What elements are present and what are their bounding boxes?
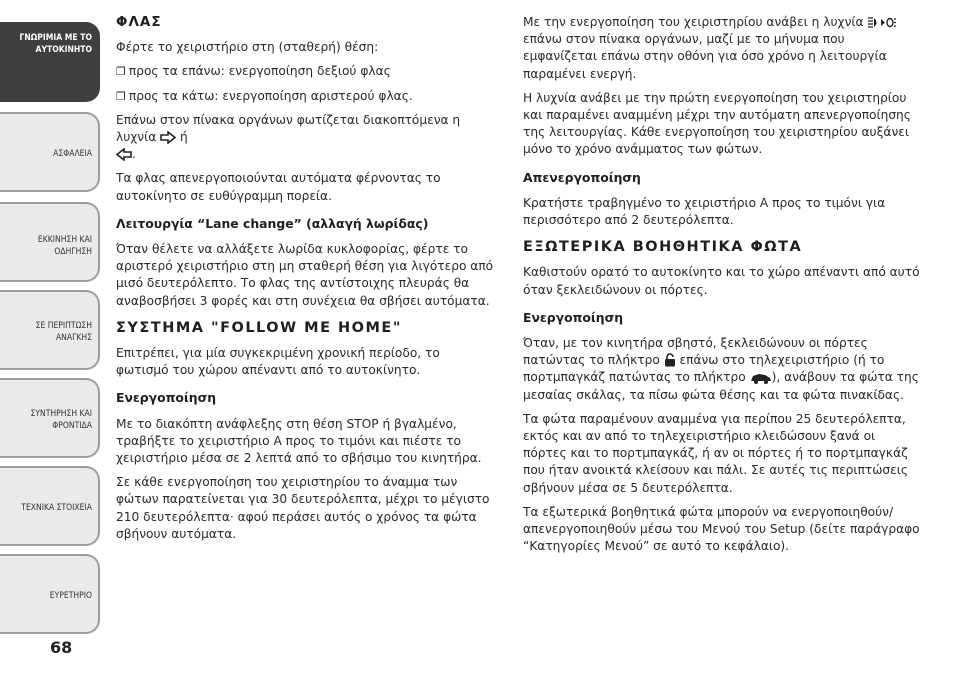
right-turn-signal-icon <box>160 131 176 144</box>
tab-index[interactable] <box>0 554 100 634</box>
paragraph: Τα φώτα παραμένουν αναμμένα για περίπου 25 δευτερόλεπτα, εκτός και αν από το τηλεχειριστήριο κλειδώσουν ξανά οι πόρτες και το πορτμπαγκάζ, ή αν οι πόρτες ή το πορτμπαγκάζ που ήταν ανοικτά κλείσουν και πάλι. Σε αυτές τις περιπτώσεις σβήνουν μέσα σε 5 δευτερόλεπτα. <box>523 411 908 495</box>
tab-emergency[interactable] <box>0 290 100 370</box>
tab-label-line2: ΑΥΤΟΚΙΝΗΤΟ <box>35 45 92 55</box>
tab-label-line2: ΟΔΗΓΗΣΗ <box>54 247 92 257</box>
paragraph: Με το διακόπτη ανάφλεξης στη θέση STOP ή βγαλμένο, τραβήξτε το χειριστήριο A προς το τιμόνι και πιέστε το χειριστήριο μέσα σε 2 λεπτά από το σβήσιμο του κινητήρα. <box>116 416 482 466</box>
subsection-title-activation: Ενεργοποίηση <box>116 390 217 406</box>
paragraph: Φέρτε το χειριστήριο στη (σταθερή) θέση: <box>116 40 379 55</box>
tab-label-line1: ΕΥΡΕΤΗΡΙΟ <box>49 591 92 601</box>
tab-label-line1: ΕΚΚΙΝΗΣΗ ΚΑΙ <box>37 235 92 245</box>
paragraph: Τα φλας απενεργοποιούνται αυτόματα φέρνοντας το αυτοκίνητο σε ευθύγραμμη πορεία. <box>116 171 441 203</box>
checkbox-bullet-icon: ❐ <box>116 65 126 79</box>
left-turn-signal-icon <box>116 148 132 161</box>
follow-me-home-indicator-icon <box>867 16 897 29</box>
subsection-title-lane-change: Λειτουργία “Lane change” (αλλαγή λωρίδας) <box>116 215 429 231</box>
tab-maintenance[interactable] <box>0 378 100 458</box>
paragraph: Σε κάθε ενεργοποίηση του χειριστηρίου το άναμμα των φώτων παρατείνεται για 30 δευτερόλεπτα, μέχρι το μέγιστο 210 δευτερόλεπτα· αφού περάσει αυτός ο χρόνος τα φώτα σβήνουν αυτόματα. <box>116 475 490 541</box>
tab-getting-to-know-car[interactable] <box>0 22 100 102</box>
tab-starting-driving[interactable] <box>0 202 100 282</box>
section-title-follow-me-home: ΣΥΣΤΗΜΑ "FOLLOW ME HOME" <box>116 319 402 336</box>
paragraph: Επάνω στον πίνακα οργάνων φωτίζεται διακοπτόμενα η λυχνία ή . <box>116 112 461 162</box>
subsection-title-deactivation: Απενεργοποίηση <box>523 169 641 185</box>
tab-label-line1: ΣΥΝΤΗΡΗΣΗ ΚΑΙ <box>30 409 92 419</box>
section-title-exterior-courtesy-lights: ΕΞΩΤΕΡΙΚΑ ΒΟΗΘΗΤΙΚΑ ΦΩΤΑ <box>523 239 803 256</box>
list-item: ❐ προς τα κάτω: ενεργοποίηση αριστερού φλας. <box>116 88 494 105</box>
paragraph: Κρατήστε τραβηγμένο το χειριστήριο A προς το τιμόνι για περισσότερο από 2 δευτερόλεπτα. <box>523 195 886 228</box>
tab-label-line1: ΣΕ ΠΕΡΙΠΤΩΣΗ <box>35 321 92 331</box>
paragraph: Η λυχνία ανάβει με την πρώτη ενεργοποίηση του χειριστηρίου και παραμένει αναμμένη μέχρι την αυτόματη απενεργοποίησης της λειτουργίας. Κάθε ενεργοποίηση του χειριστηρίου αυξάνει μόνο το χρόνο ανάμματος των φώτων. <box>523 90 911 157</box>
unlock-padlock-icon <box>664 353 676 367</box>
paragraph: Όταν θέλετε να αλλάξετε λωρίδα κυκλοφορίας, φέρτε το αριστερό χειριστήριο στη μη σταθερή θέση για λιγότερο από μισό δευτερόλεπτο. Το φλας της αντίστοιχης πλευράς θα αναβοσβήσει 3 φορές και στη συνέχεια θα σβήσει αυτόματα. <box>116 242 494 308</box>
paragraph: Καθιστούν ορατό το αυτοκίνητο και το χώρο απέναντι από αυτό όταν ξεκλειδώνουν οι πόρτες. <box>523 265 920 297</box>
section-title-turn-signals: ΦΛΑΣ <box>116 14 162 30</box>
right-column <box>523 14 921 562</box>
tab-label-line1: ΤΕΧΝΙΚΑ ΣΤΟΙΧΕΙΑ <box>21 503 92 513</box>
tab-label-line2: ΑΝΑΓΚΗΣ <box>55 333 92 343</box>
trunk-car-icon <box>750 372 772 384</box>
checkbox-bullet-icon: ❐ <box>116 89 126 103</box>
tab-label-line1: ΓΝΩΡΙΜΙΑ ΜΕ ΤΟ <box>19 33 92 43</box>
paragraph: Όταν, με τον κινητήρα σβηστό, ξεκλειδώνουν οι πόρτες πατώντας το πλήκτρο επάνω στο τηλεχειριστήριο (ή το πορτμπαγκάζ πατώντας το πλήκτρο ), ανάβουν τα φώτα της μεσαίας σκάλας, τα πίσω φώτα θέσης και τα φώτα πινακίδας. <box>523 336 919 402</box>
left-column <box>116 14 494 550</box>
tab-safety[interactable] <box>0 112 100 192</box>
tab-label-line1: ΑΣΦΑΛΕΙΑ <box>53 149 92 159</box>
tab-label-line2: ΦΡΟΝΤΙΔΑ <box>52 421 92 431</box>
paragraph: Με την ενεργοποίηση του χειριστηρίου ανάβει η λυχνία επάνω στον πίνακα οργάνων, μαζί με το μήνυμα που εμφανίζεται επάνω στην οθόνη για όσο χρόνο η λειτουργία παραμένει ενεργή. <box>523 14 921 83</box>
list-item: ❐ προς τα επάνω: ενεργοποίηση δεξιού φλας <box>116 63 494 80</box>
paragraph: Επιτρέπει, για μία συγκεκριμένη χρονική περίοδο, το φωτισμό του χώρου απέναντι από το αυτοκίνητο. <box>116 346 440 378</box>
subsection-title-activation: Ενεργοποίηση <box>523 309 624 325</box>
chapter-tabs <box>0 0 100 686</box>
tab-technical-data[interactable] <box>0 466 100 546</box>
paragraph: Τα εξωτερικά βοηθητικά φώτα μπορούν να ενεργοποιηθούν/απενεργοποιηθούν μέσω του Μενού του Setup (δείτε παράγραφο “Κατηγορίες Μενού” σε αυτό το κεφάλαιο). <box>523 504 920 554</box>
page-number: 68 <box>50 638 73 657</box>
